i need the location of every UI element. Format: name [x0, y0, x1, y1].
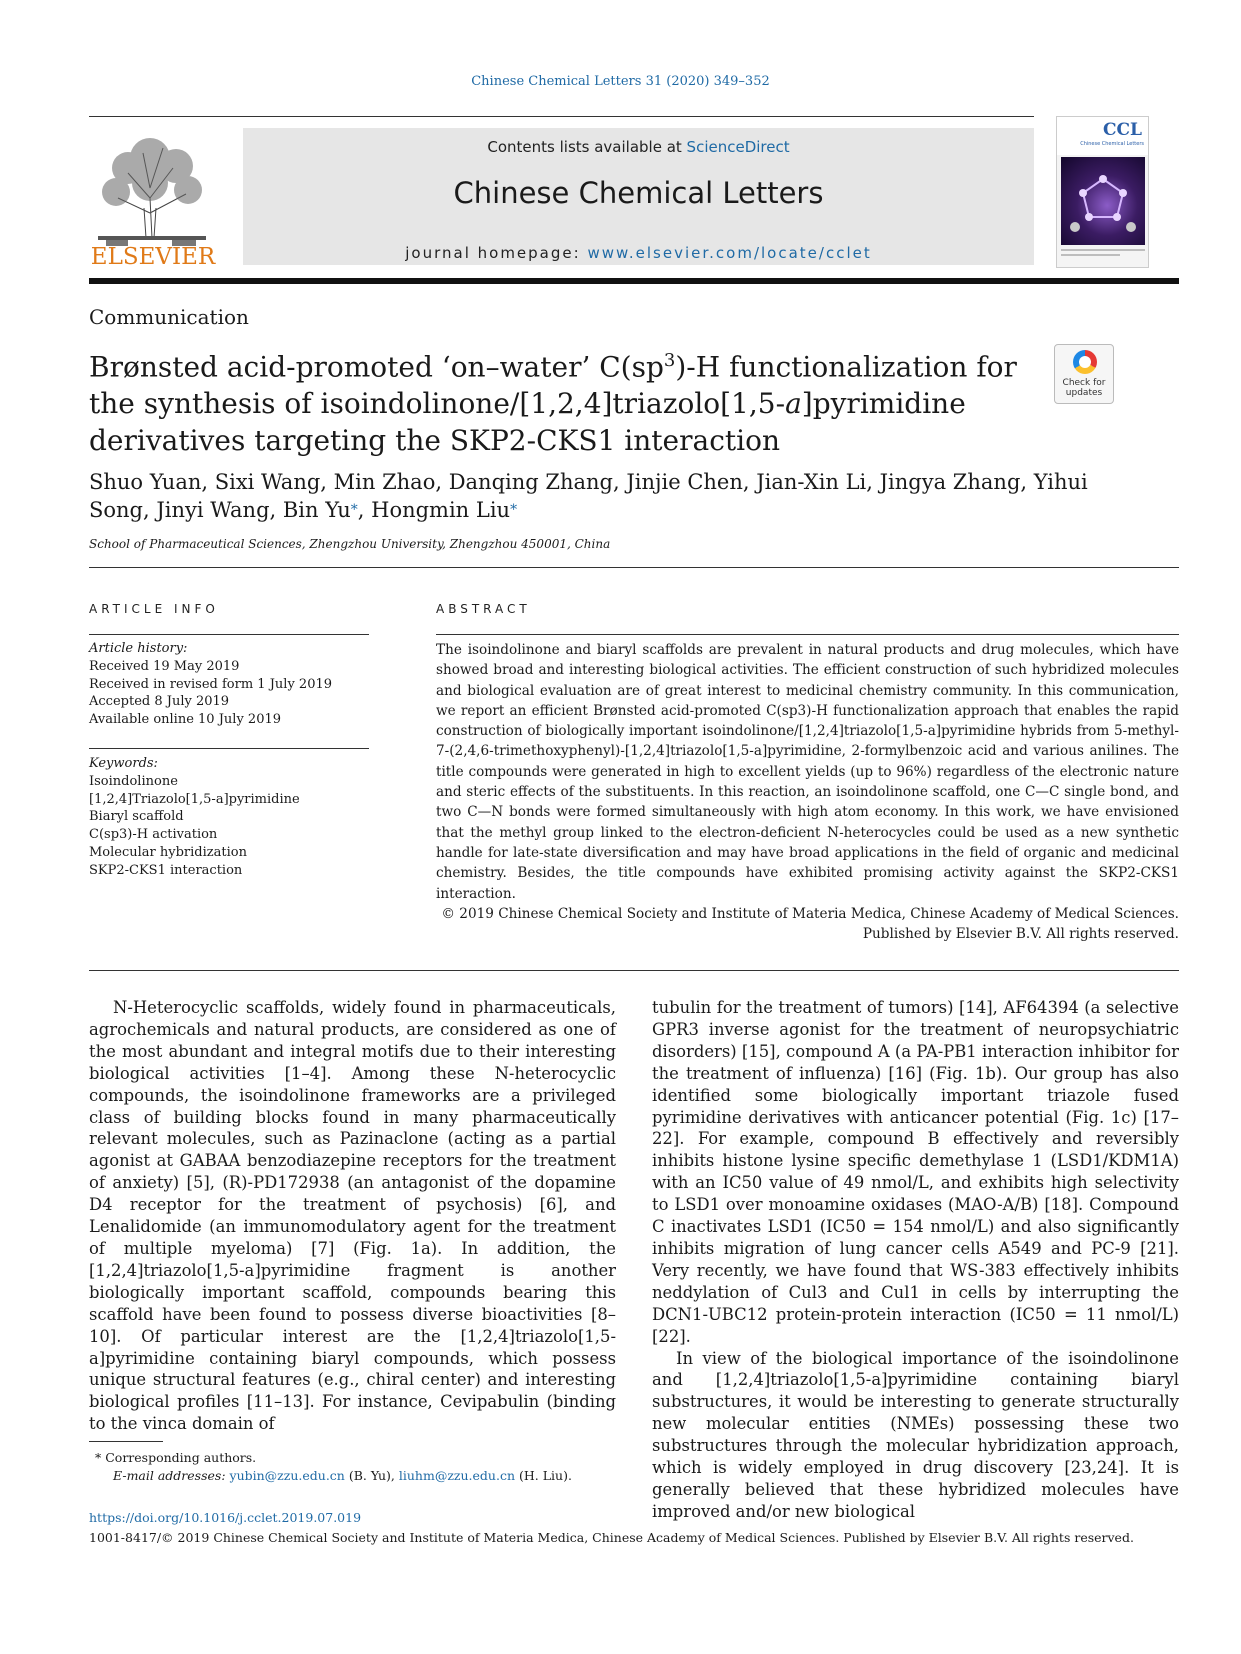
keyword-item: C(sp3)-H activation — [89, 827, 218, 843]
doi-link[interactable]: https://doi.org/10.1016/j.cclet.2019.07.019 — [89, 1510, 362, 1525]
abstract-heading: ABSTRACT — [436, 602, 531, 616]
cover-subtitle: Chinese Chemical Letters — [1080, 141, 1144, 147]
copyright-line: © 2019 Chinese Chemical Society and Institute of Materia Medica, Chinese Academy of Medical Sciences. — [441, 906, 1179, 922]
cover-footer — [1061, 249, 1145, 265]
history-item: Available online 10 July 2019 — [89, 712, 282, 728]
cover-molecule-graphic — [1061, 157, 1145, 245]
corresponding-marker[interactable]: * — [350, 502, 358, 518]
email-owner: (B. Yu), — [344, 1468, 399, 1483]
keywords-label: Keywords: — [89, 756, 158, 771]
contents-line — [243, 138, 1034, 156]
journal-title: Chinese Chemical Letters — [453, 176, 824, 210]
cover-footer-line — [1061, 249, 1145, 251]
keywords-rule — [89, 748, 369, 749]
homepage-line — [243, 244, 1034, 262]
affiliation: School of Pharmaceutical Sciences, Zhengzhou University, Zhengzhou 450001, China — [89, 537, 611, 551]
check-updates-icon-center — [1079, 356, 1091, 368]
section-rule — [89, 567, 1179, 568]
abstract-copyright — [436, 904, 1179, 945]
check-updates-icon — [1073, 350, 1097, 374]
body-paragraph: tubulin for the treatment of tumors) [14], AF64394 (a selective GPR3 inverse agonist for the treatment of neuropsychiatric disorders) [15], compound A (a PA-PB1 interaction inhibitor for the treatment of influenza) [16] (Fig. 1b). Our group has also identified some biologically important triazole fused pyrimidine derivatives with anticancer potential (Fig. 1c) [17–22]. For example, compound B effectively and reversibly inhibits histone lysine specific demethylase 1 (LSD1/KDM1A) with an IC50 value of 49 nmol/L, and exhibits high selectivity to LSD1 over monoamine oxidases (MAO-A/B) [18]. Compound C inactivates LSD1 (IC50 = 154 nmol/L) and also significantly inhibits migration of lung cancer cells A549 and PC-9 [21]. Very recently, we have found that WS-383 effectively inhibits neddylation of Cul3 and Cul1 in cells by interrupting the DCN1-UBC12 protein-protein interaction (IC50 = 11 nmol/L) [22]. — [652, 998, 1179, 1346]
keyword-item: Molecular hybridization — [89, 844, 247, 860]
history-item: Received 19 May 2019 — [89, 658, 240, 674]
keyword-item: SKP2-CKS1 interaction — [89, 862, 243, 878]
corresponding-marker[interactable]: * — [510, 502, 518, 518]
email-link[interactable]: yubin@zzu.edu.cn — [229, 1468, 345, 1483]
author-list — [89, 468, 1089, 524]
authors-last: , Hongmin Liu — [357, 498, 511, 522]
footnote-text: Corresponding authors. — [105, 1450, 257, 1465]
section-rule — [89, 970, 1179, 971]
sciencedirect-link[interactable]: ScienceDirect — [686, 138, 790, 156]
copyright-line: Published by Elsevier B.V. All rights reserved. — [862, 926, 1179, 943]
article-info-heading: ARTICLE INFO — [89, 602, 219, 616]
email-link[interactable]: liuhm@zzu.edu.cn — [398, 1468, 516, 1483]
header-rule — [89, 116, 1034, 117]
history-item: Received in revised form 1 July 2019 — [89, 676, 333, 692]
keywords — [89, 755, 369, 880]
issn-copyright: 1001-8417/© 2019 Chinese Chemical Society and Institute of Materia Medica, Chinese Academy of Medical Sciences. Published by Elsevier B.V. All rights reserved. — [89, 1530, 1134, 1545]
keyword-item: [1,2,4]Triazolo[1,5-a]pyrimidine — [89, 791, 300, 807]
homepage-prefix: journal homepage: — [405, 244, 588, 262]
body-paragraph: N-Heterocyclic scaffolds, widely found in pharmaceuticals, agrochemicals and natural products, are considered as one of the most abundant and integral motifs due to their interesting biological activities [1–4]. Among these N-heterocyclic compounds, the isoindolinone frameworks are a privileged class of building blocks found in many pharmaceutically relevant molecules, such as Pazinaclone (acting as a partial agonist at GABAA benzodiazepine receptors for the treatment of anxiety) [5], (R)-PD172938 (an antagonist of the dopamine D4 receptor for the treatment of psychosis) [6], and Lenalidomide (an immunomodulatory agent for the treatment of multiple myeloma) [7] (Fig. 1a). In addition, the [1,2,4]triazolo[1,5-a]pyrimidine fragment is another biologically important scaffold, compounds bearing this scaffold have been found to possess diverse bioactivities [8–10]. Of particular interest are the [1,2,4]triazolo[1,5-a]pyrimidine containing biaryl compounds, which possess unique structural features (e.g., chiral center) and interesting biological profiles [11–13]. For instance, Cevipabulin (binding to the vinca domain of — [89, 998, 616, 1434]
contents-prefix: Contents lists available at — [487, 138, 687, 156]
journal-banner — [243, 128, 1034, 265]
check-for-updates-button[interactable] — [1054, 344, 1114, 404]
title-italic: a — [785, 387, 802, 421]
check-updates-label: Check for updates — [1062, 378, 1106, 398]
body-column-left — [89, 997, 616, 1435]
authors-main: Shuo Yuan, Sixi Wang, Min Zhao, Danqing Zhang, Jinjie Chen, Jian-Xin Li, Jingya Zhang, Yihui Song, Jinyi Wang, Bin Yu — [89, 470, 1088, 522]
cover-artwork — [1061, 157, 1145, 245]
cover-footer-line — [1061, 254, 1120, 256]
email-owner: (H. Liu). — [515, 1468, 572, 1483]
header-thick-rule — [89, 278, 1179, 284]
article-history — [89, 640, 369, 729]
cover-header — [1057, 117, 1148, 155]
history-label: Article history: — [89, 641, 188, 656]
journal-cover-thumbnail[interactable] — [1056, 116, 1149, 268]
footnote-line — [89, 1449, 616, 1467]
footnote-rule — [89, 1441, 163, 1442]
title-part1: Brønsted acid-promoted ‘on–water’ C(sp — [89, 350, 664, 384]
keyword-item: Isoindolinone — [89, 773, 178, 789]
footnote-marker: * — [95, 1450, 102, 1465]
email-label: E-mail addresses: — [113, 1468, 230, 1483]
homepage-link[interactable]: www.elsevier.com/locate/cclet — [587, 244, 872, 262]
article-info-rule — [89, 634, 369, 635]
history-item: Accepted 8 July 2019 — [89, 694, 230, 710]
body-paragraph: In view of the biological importance of the isoindolinone and [1,2,4]triazolo[1,5-a]pyrimidine containing biaryl substructures, it would be interesting to generate structurally new molecular entities (NMEs) possessing these two substructures through the molecular hybridization approach, which is widely employed in drug discovery [23,24]. It is generally believed that these hybridized molecules have improved and/or new biological — [652, 1348, 1179, 1521]
title-part2: )-H functionalization for the synthesis of isoindolinone/[1,2,4]triazolo[1,5- — [89, 350, 1017, 421]
article-type: Communication — [89, 305, 249, 329]
footnote-emails — [89, 1467, 616, 1485]
elsevier-wordmark: ELSEVIER — [90, 244, 216, 270]
corresponding-footnote — [89, 1449, 616, 1485]
abstract-text: The isoindolinone and biaryl scaffolds are prevalent in natural products and drug molecules, which have showed broad and interesting biological activities. The efficient construction of such hybridized molecules and biological evaluation are of great interest to medicinal chemistry community. In this communication, we report an efficient Brønsted acid-promoted C(sp3)-H functionalization approach that enables the rapid construction of biologically important isoindolinone/[1,2,4]triazolo[1,5-a]pyrimidine hybrids from 5-methyl-7-(2,4,6-trimethoxyphenyl)-[1,2,4]triazolo[1,5-a]pyrimidine, 2-formylbenzoic acid and various anilines. The title compounds were generated in high to excellent yields (up to 96%) regardless of the electronic nature and steric effects of the substituents. In this reaction, an isoindolinone scaffold, one C—C single bond, and two C—N bonds were formed simultaneously with high atom economy. In this work, we have envisioned that the methyl group linked to the electron-deficient N-heterocycles could be used as a new synthetic handle for late-state diversification and may have broad applications in the field of organic and medicinal chemistry. Besides, the title compounds have exhibited promising activity against the SKP2-CKS1 interaction. — [436, 642, 1179, 902]
title-superscript: 3 — [663, 350, 676, 371]
title-part3: ]pyrimidine derivatives targeting the SKP2-CKS1 interaction — [89, 387, 966, 458]
body-column-right — [652, 997, 1179, 1523]
abstract-rule — [436, 634, 1179, 635]
cover-title: CCL — [1102, 120, 1142, 140]
journal-citation[interactable]: Chinese Chemical Letters 31 (2020) 349–352 — [471, 74, 770, 89]
article-title — [89, 342, 1049, 459]
keyword-item: Biaryl scaffold — [89, 809, 184, 825]
